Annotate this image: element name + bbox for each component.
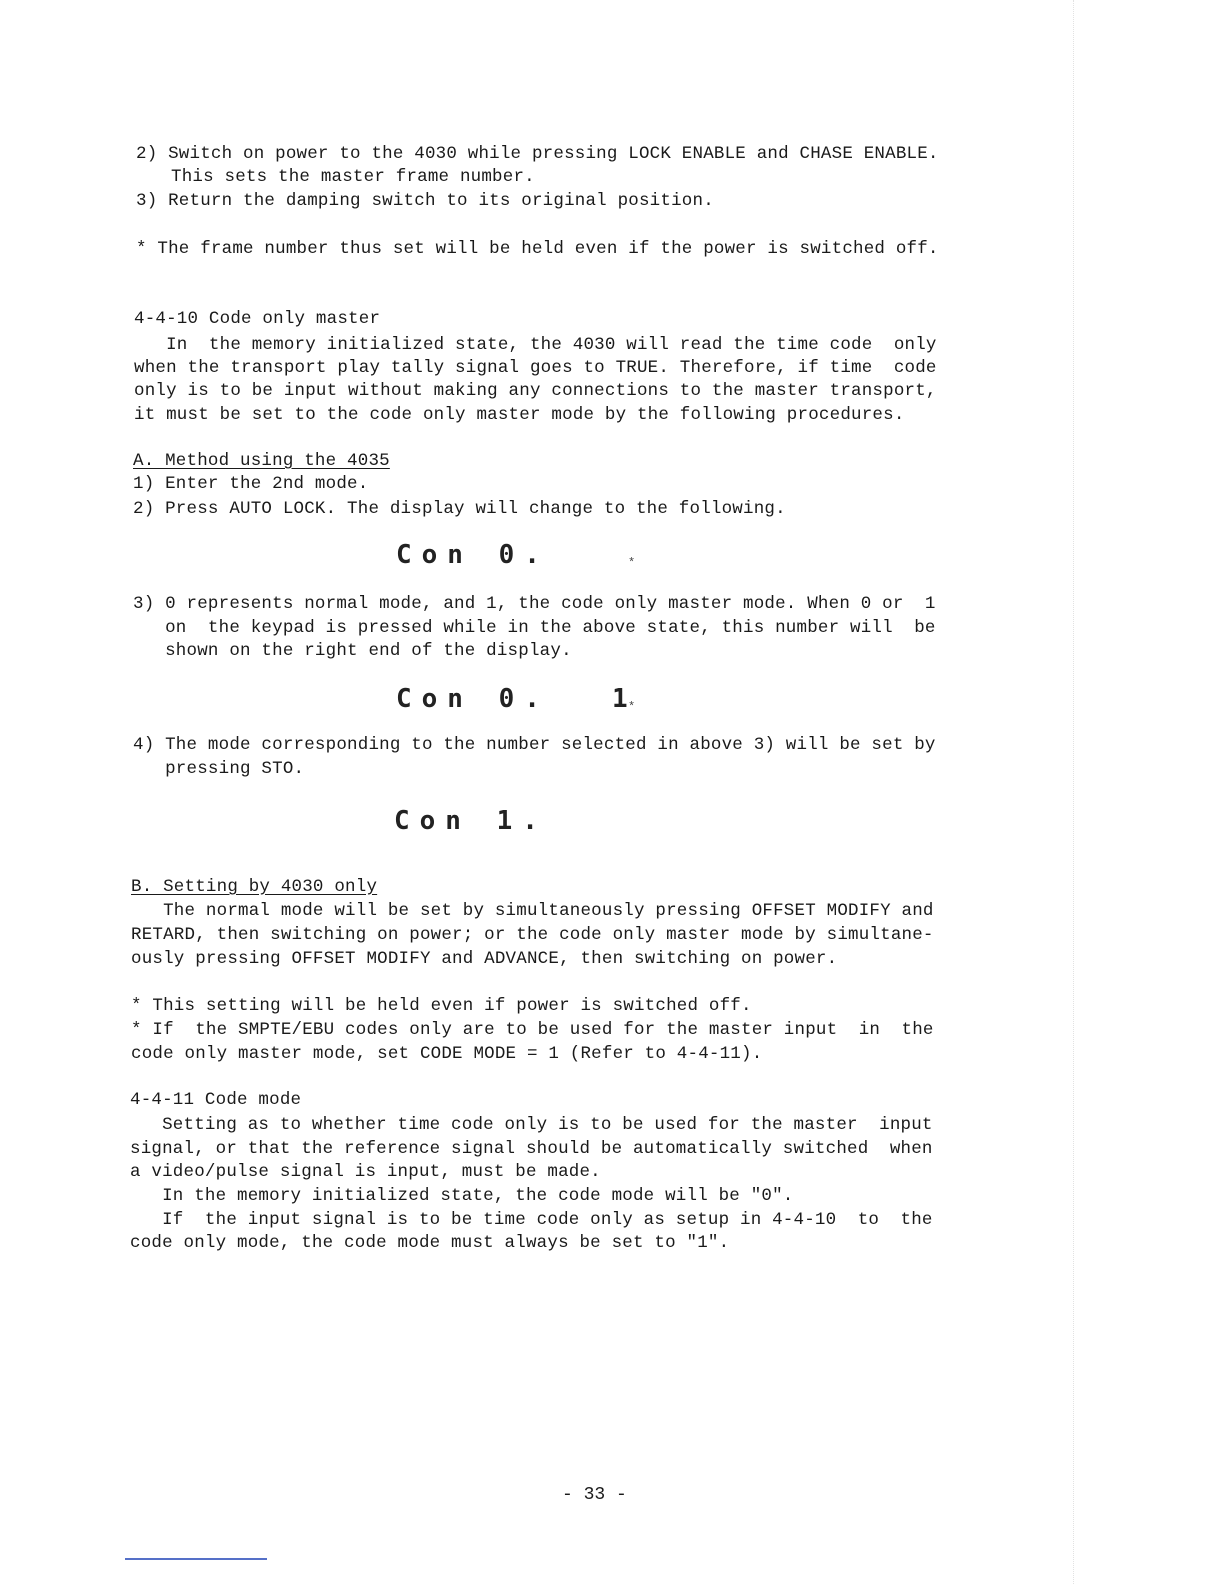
method-b-note2-line: * If the SMPTE/EBU codes only are to be used for the master input in the [131, 1020, 934, 1040]
method-a-step4-line: 4) The mode corresponding to the number selected in above 3) will be set by [133, 735, 936, 755]
code-mode-para-line: code only mode, the code mode must always be set to "1". [130, 1233, 730, 1253]
method-b-para-line: RETARD, then switching on power; or the code only master mode by simultane- [131, 925, 934, 945]
para-line: it must be set to the code only master mode by the following procedures. [134, 405, 905, 425]
code-mode-para-line: signal, or that the reference signal should be automatically switched when [130, 1139, 933, 1159]
code-mode-para-line: If the input signal is to be time code only as setup in 4-4-10 to the [130, 1210, 933, 1230]
footer-rule [125, 1558, 267, 1560]
display-readout-1: Con 0. [396, 540, 550, 570]
step3: 3) Return the damping switch to its original position. [136, 191, 714, 211]
method-b-note2-line: code only master mode, set CODE MODE = 1 (Refer to 4-4-11). [131, 1044, 763, 1064]
code-mode-para-line: Setting as to whether time code only is to be used for the master input [130, 1115, 933, 1135]
code-mode-para-line: a video/pulse signal is input, must be made. [130, 1162, 601, 1182]
section-4-4-11-heading: 4-4-11 Code mode [130, 1090, 302, 1110]
method-b-para-line: ously pressing OFFSET MODIFY and ADVANCE, then switching on power. [131, 949, 838, 969]
para-line: when the transport play tally signal goes to TRUE. Therefore, if time code [134, 358, 937, 378]
display-readout-2: Con 0. [396, 684, 550, 714]
method-a-step3-line: on the keypad is pressed while in the above state, this number will be [133, 618, 936, 638]
step2-line1: 2) Switch on power to the 4030 while pressing LOCK ENABLE and CHASE ENABLE. [136, 144, 939, 164]
method-a-step4-line: pressing STO. [133, 759, 305, 779]
asterisk-mark: * [628, 556, 636, 570]
code-mode-para-line: In the memory initialized state, the code mode will be "0". [130, 1186, 794, 1206]
display-readout-2-right: 1 [612, 684, 628, 714]
method-a-step3-line: shown on the right end of the display. [133, 641, 572, 661]
step2-line2: This sets the master frame number. [171, 167, 535, 187]
page-number: - 33 - [562, 1485, 627, 1505]
section-4-4-10-heading: 4-4-10 Code only master [134, 309, 381, 329]
method-a-step3-line: 3) 0 represents normal mode, and 1, the code only master mode. When 0 or 1 [133, 594, 936, 614]
method-a-step2: 2) Press AUTO LOCK. The display will change to the following. [133, 499, 786, 519]
asterisk-mark: * [628, 700, 636, 714]
method-b-note1: * This setting will be held even if power is switched off. [131, 996, 752, 1016]
intro-note: * The frame number thus set will be held even if the power is switched off. [136, 239, 939, 259]
method-b-para-line: The normal mode will be set by simultaneously pressing OFFSET MODIFY and [131, 901, 934, 921]
para-line: In the memory initialized state, the 4030 will read the time code only [134, 335, 937, 355]
para-line: only is to be input without making any connections to the master transport, [134, 381, 937, 401]
method-b-heading: B. Setting by 4030 only [131, 877, 378, 897]
display-readout-3: Con 1. [394, 806, 548, 836]
method-a-heading: A. Method using the 4035 [133, 451, 390, 471]
method-a-step1: 1) Enter the 2nd mode. [133, 474, 369, 494]
scan-edge [1072, 0, 1074, 1584]
